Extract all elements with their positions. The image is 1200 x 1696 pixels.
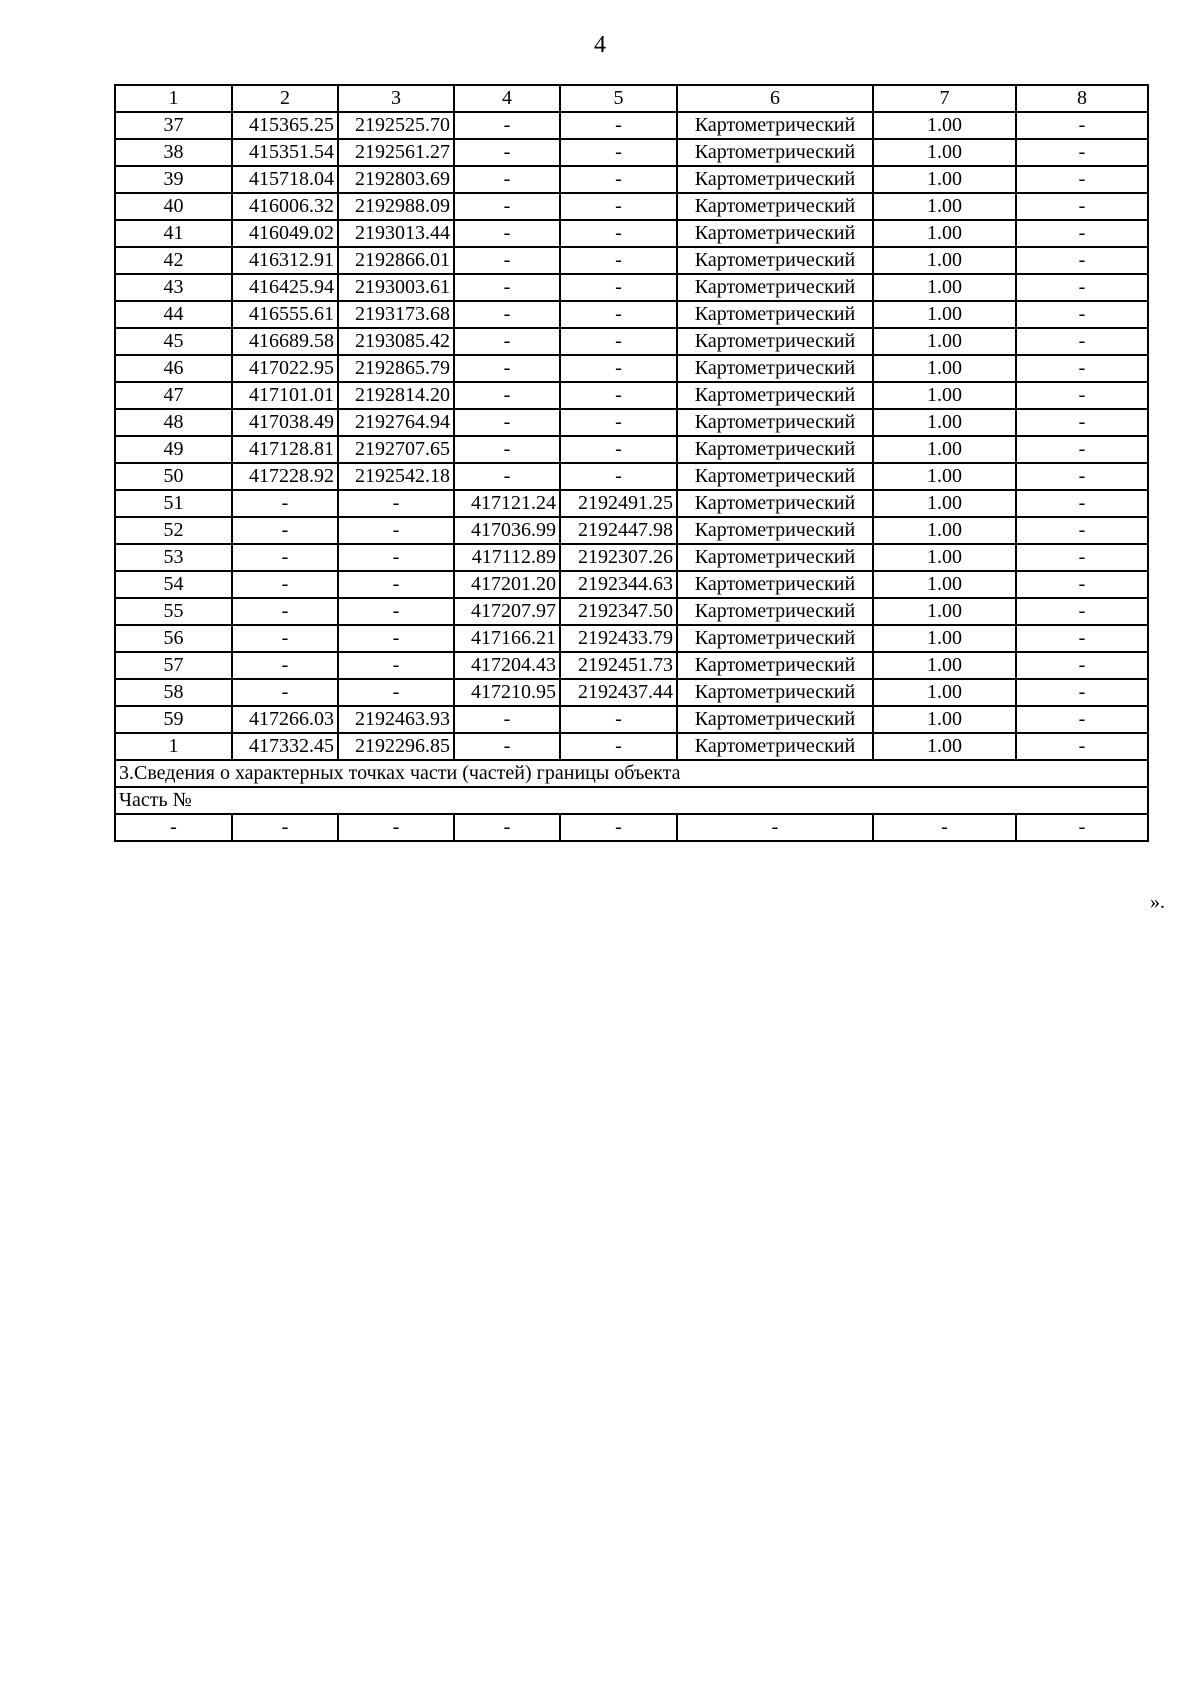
- table-cell-col-1: 44: [115, 301, 232, 328]
- table-cell-col-4: 417166.21: [454, 625, 560, 652]
- table-cell-col-6: Картометрический: [677, 139, 873, 166]
- section-title: 3.Сведения о характерных точках части (частей) границы объекта: [115, 760, 1148, 787]
- table-cell-col-1: 47: [115, 382, 232, 409]
- table-cell-col-1: 46: [115, 355, 232, 382]
- table-cell-col-7: 1.00: [873, 355, 1016, 382]
- table-cell-col-5: -: [560, 301, 677, 328]
- table-cell-col-5: -: [560, 382, 677, 409]
- table-cell-col-4: 417207.97: [454, 598, 560, 625]
- table-cell-col-5: -: [560, 733, 677, 760]
- table-cell-col-7: 1.00: [873, 166, 1016, 193]
- table-cell-col-6: Картометрический: [677, 328, 873, 355]
- table-cell-col-8: -: [1016, 652, 1148, 679]
- table-cell-col-4: -: [454, 274, 560, 301]
- table-cell-col-5: 2192447.98: [560, 517, 677, 544]
- table-row: [115, 733, 1148, 760]
- table-cell-col-3: 2192865.79: [338, 355, 454, 382]
- table-cell-col-2: 417266.03: [232, 706, 338, 733]
- table-row: [115, 706, 1148, 733]
- table-cell-col-5: -: [560, 814, 677, 841]
- table-cell-col-5: 2192433.79: [560, 625, 677, 652]
- table-cell-col-8: -: [1016, 571, 1148, 598]
- table-cell-col-4: 417112.89: [454, 544, 560, 571]
- table-row: [115, 247, 1148, 274]
- table-cell-col-4: 417210.95: [454, 679, 560, 706]
- table-cell-col-1: 51: [115, 490, 232, 517]
- table-cell-col-2: 417332.45: [232, 733, 338, 760]
- table-cell-col-6: Картометрический: [677, 112, 873, 139]
- table-cell-col-8: -: [1016, 679, 1148, 706]
- table-cell-col-1: 56: [115, 625, 232, 652]
- table-cell-col-8: 8: [1016, 85, 1148, 112]
- table-cell-col-7: 1.00: [873, 625, 1016, 652]
- table-row: [115, 355, 1148, 382]
- table-cell-col-1: 50: [115, 463, 232, 490]
- table-cell-col-2: 416425.94: [232, 274, 338, 301]
- table-cell-col-4: 417204.43: [454, 652, 560, 679]
- table-cell-col-7: 1.00: [873, 490, 1016, 517]
- table-cell-col-5: -: [560, 247, 677, 274]
- table-cell-col-7: 1.00: [873, 544, 1016, 571]
- table-row: [115, 328, 1148, 355]
- table-cell-col-7: 1.00: [873, 409, 1016, 436]
- table-cell-col-6: Картометрический: [677, 706, 873, 733]
- table-cell-col-6: Картометрический: [677, 166, 873, 193]
- table-cell-col-2: 416049.02: [232, 220, 338, 247]
- table-row: [115, 544, 1148, 571]
- table-cell-col-6: Картометрический: [677, 301, 873, 328]
- table-cell-col-5: 2192307.26: [560, 544, 677, 571]
- table-cell-col-3: 2192463.93: [338, 706, 454, 733]
- table-cell-col-8: -: [1016, 301, 1148, 328]
- table-row: [115, 166, 1148, 193]
- table-cell-col-3: -: [338, 490, 454, 517]
- table-row: [115, 409, 1148, 436]
- table-cell-col-3: 2193003.61: [338, 274, 454, 301]
- table-cell-col-1: 39: [115, 166, 232, 193]
- table-cell-col-6: Картометрический: [677, 652, 873, 679]
- table-cell-col-8: -: [1016, 517, 1148, 544]
- table-cell-col-7: 1.00: [873, 301, 1016, 328]
- table-cell-col-2: 417228.92: [232, 463, 338, 490]
- table-cell-col-6: Картометрический: [677, 409, 873, 436]
- table-cell-col-7: 1.00: [873, 247, 1016, 274]
- coordinates-table: [114, 84, 1149, 842]
- closing-quote: ».: [1150, 891, 1165, 913]
- table-cell-col-4: -: [454, 193, 560, 220]
- table-cell-col-5: 2192347.50: [560, 598, 677, 625]
- table-cell-col-4: -: [454, 355, 560, 382]
- table-row: [115, 652, 1148, 679]
- table-cell-col-6: Картометрический: [677, 220, 873, 247]
- empty-part-row: [115, 814, 1148, 841]
- table-cell-col-1: 57: [115, 652, 232, 679]
- table-cell-col-7: 1.00: [873, 274, 1016, 301]
- table-header-row: [115, 85, 1148, 112]
- table-cell-col-4: 4: [454, 85, 560, 112]
- table-cell-col-6: Картометрический: [677, 679, 873, 706]
- table-cell-col-2: -: [232, 652, 338, 679]
- table-cell-col-3: -: [338, 544, 454, 571]
- table-cell-col-6: Картометрический: [677, 733, 873, 760]
- table-cell-col-3: 2192764.94: [338, 409, 454, 436]
- table-cell-col-2: 417022.95: [232, 355, 338, 382]
- table-cell-col-1: 59: [115, 706, 232, 733]
- table-cell-col-3: 2192296.85: [338, 733, 454, 760]
- table-cell-col-8: -: [1016, 409, 1148, 436]
- table-row: [115, 112, 1148, 139]
- table-cell-col-2: -: [232, 625, 338, 652]
- table-cell-col-2: 416689.58: [232, 328, 338, 355]
- table-cell-col-3: 3: [338, 85, 454, 112]
- table-cell-col-1: 41: [115, 220, 232, 247]
- table-cell-col-1: 45: [115, 328, 232, 355]
- table-cell-col-1: 55: [115, 598, 232, 625]
- table-cell-col-3: 2192525.70: [338, 112, 454, 139]
- table-cell-col-3: -: [338, 814, 454, 841]
- table-cell-col-5: -: [560, 328, 677, 355]
- table-cell-col-3: 2193173.68: [338, 301, 454, 328]
- table-cell-col-7: 1.00: [873, 733, 1016, 760]
- table-cell-col-5: -: [560, 355, 677, 382]
- table-cell-col-6: Картометрический: [677, 517, 873, 544]
- table-cell-col-2: 417128.81: [232, 436, 338, 463]
- table-cell-col-1: 1: [115, 85, 232, 112]
- table-cell-col-4: 417201.20: [454, 571, 560, 598]
- table-cell-col-4: -: [454, 409, 560, 436]
- table-cell-col-8: -: [1016, 544, 1148, 571]
- table-cell-col-3: 2192707.65: [338, 436, 454, 463]
- table-cell-col-7: 1.00: [873, 436, 1016, 463]
- section-title-row: [115, 760, 1148, 787]
- table-cell-col-2: -: [232, 517, 338, 544]
- table-cell-col-1: 1: [115, 733, 232, 760]
- table-cell-col-7: 1.00: [873, 112, 1016, 139]
- table-cell-col-2: 417101.01: [232, 382, 338, 409]
- table-cell-col-4: -: [454, 301, 560, 328]
- table-row: [115, 274, 1148, 301]
- table-cell-col-8: -: [1016, 598, 1148, 625]
- table-cell-col-8: -: [1016, 220, 1148, 247]
- table-cell-col-8: -: [1016, 274, 1148, 301]
- table-cell-col-6: Картометрический: [677, 436, 873, 463]
- table-cell-col-1: 42: [115, 247, 232, 274]
- table-cell-col-4: -: [454, 463, 560, 490]
- table-cell-col-5: 2192437.44: [560, 679, 677, 706]
- table-cell-col-3: 2192803.69: [338, 166, 454, 193]
- table-cell-col-6: Картометрический: [677, 490, 873, 517]
- table-cell-col-5: -: [560, 166, 677, 193]
- table-cell-col-2: 415718.04: [232, 166, 338, 193]
- table-cell-col-3: -: [338, 571, 454, 598]
- table-cell-col-3: -: [338, 517, 454, 544]
- table-cell-col-8: -: [1016, 463, 1148, 490]
- table-cell-col-4: -: [454, 814, 560, 841]
- table-cell-col-8: -: [1016, 625, 1148, 652]
- table-row: [115, 679, 1148, 706]
- table-cell-col-4: -: [454, 382, 560, 409]
- table-cell-col-6: Картометрический: [677, 247, 873, 274]
- table-cell-col-1: 53: [115, 544, 232, 571]
- table-cell-col-4: -: [454, 436, 560, 463]
- part-label: Часть №: [115, 787, 1148, 814]
- table-row: [115, 598, 1148, 625]
- table-cell-col-4: -: [454, 247, 560, 274]
- table-cell-col-4: -: [454, 112, 560, 139]
- table-cell-col-1: 37: [115, 112, 232, 139]
- table-cell-col-8: -: [1016, 490, 1148, 517]
- table-cell-col-3: 2192814.20: [338, 382, 454, 409]
- table-cell-col-8: -: [1016, 193, 1148, 220]
- table-row: [115, 517, 1148, 544]
- table-cell-col-6: Картометрический: [677, 598, 873, 625]
- table-cell-col-2: 415351.54: [232, 139, 338, 166]
- table-cell-col-1: 38: [115, 139, 232, 166]
- table-cell-col-7: 1.00: [873, 706, 1016, 733]
- table-cell-col-7: 1.00: [873, 598, 1016, 625]
- table-cell-col-8: -: [1016, 166, 1148, 193]
- table-cell-col-4: -: [454, 706, 560, 733]
- table-cell-col-2: 416006.32: [232, 193, 338, 220]
- table-cell-col-7: -: [873, 814, 1016, 841]
- table-cell-col-5: -: [560, 139, 677, 166]
- table-cell-col-6: Картометрический: [677, 571, 873, 598]
- table-cell-col-2: -: [232, 814, 338, 841]
- table-cell-col-1: 40: [115, 193, 232, 220]
- table-cell-col-7: 1.00: [873, 517, 1016, 544]
- table-cell-col-2: 415365.25: [232, 112, 338, 139]
- table-cell-col-5: -: [560, 193, 677, 220]
- table-cell-col-5: -: [560, 409, 677, 436]
- table-cell-col-4: -: [454, 220, 560, 247]
- table-cell-col-6: Картометрический: [677, 544, 873, 571]
- table-row: [115, 193, 1148, 220]
- table-row: [115, 463, 1148, 490]
- table-cell-col-5: -: [560, 706, 677, 733]
- table-cell-col-2: -: [232, 679, 338, 706]
- table-cell-col-2: -: [232, 544, 338, 571]
- table-cell-col-1: 54: [115, 571, 232, 598]
- table-cell-col-5: 2192344.63: [560, 571, 677, 598]
- table-cell-col-5: 2192491.25: [560, 490, 677, 517]
- table-cell-col-4: -: [454, 328, 560, 355]
- table-cell-col-6: Картометрический: [677, 463, 873, 490]
- table-cell-col-7: 1.00: [873, 679, 1016, 706]
- table-cell-col-6: Картометрический: [677, 355, 873, 382]
- table-cell-col-5: -: [560, 274, 677, 301]
- table-cell-col-1: 43: [115, 274, 232, 301]
- table-cell-col-8: -: [1016, 733, 1148, 760]
- table-cell-col-3: -: [338, 598, 454, 625]
- table-row: [115, 571, 1148, 598]
- table-cell-col-4: 417121.24: [454, 490, 560, 517]
- table-cell-col-7: 1.00: [873, 193, 1016, 220]
- table-cell-col-3: 2192866.01: [338, 247, 454, 274]
- table-cell-col-6: Картометрический: [677, 193, 873, 220]
- table-cell-col-6: -: [677, 814, 873, 841]
- table-cell-col-3: 2193013.44: [338, 220, 454, 247]
- table-cell-col-5: 5: [560, 85, 677, 112]
- table-cell-col-1: 48: [115, 409, 232, 436]
- table-cell-col-5: -: [560, 112, 677, 139]
- table-cell-col-4: -: [454, 139, 560, 166]
- table-cell-col-5: -: [560, 436, 677, 463]
- table-cell-col-2: 2: [232, 85, 338, 112]
- table-cell-col-6: Картометрический: [677, 625, 873, 652]
- table-cell-col-2: -: [232, 571, 338, 598]
- coordinates-table-wrapper: [114, 84, 1147, 842]
- table-cell-col-8: -: [1016, 382, 1148, 409]
- table-cell-col-7: 1.00: [873, 571, 1016, 598]
- table-cell-col-8: -: [1016, 247, 1148, 274]
- table-cell-col-8: -: [1016, 814, 1148, 841]
- table-row: [115, 490, 1148, 517]
- part-label-row: [115, 787, 1148, 814]
- table-cell-col-6: Картометрический: [677, 382, 873, 409]
- table-cell-col-8: -: [1016, 328, 1148, 355]
- table-row: [115, 139, 1148, 166]
- table-cell-col-5: -: [560, 463, 677, 490]
- table-cell-col-3: 2192561.27: [338, 139, 454, 166]
- table-cell-col-4: -: [454, 166, 560, 193]
- table-cell-col-2: -: [232, 490, 338, 517]
- table-cell-col-3: -: [338, 625, 454, 652]
- table-cell-col-2: 416312.91: [232, 247, 338, 274]
- table-cell-col-7: 7: [873, 85, 1016, 112]
- table-cell-col-1: -: [115, 814, 232, 841]
- table-cell-col-7: 1.00: [873, 382, 1016, 409]
- table-cell-col-2: -: [232, 598, 338, 625]
- table-cell-col-3: 2192542.18: [338, 463, 454, 490]
- table-cell-col-1: 49: [115, 436, 232, 463]
- table-cell-col-3: -: [338, 652, 454, 679]
- table-cell-col-2: 416555.61: [232, 301, 338, 328]
- table-cell-col-3: 2192988.09: [338, 193, 454, 220]
- table-cell-col-8: -: [1016, 355, 1148, 382]
- page-number: 4: [594, 32, 606, 58]
- table-row: [115, 436, 1148, 463]
- table-cell-col-4: 417036.99: [454, 517, 560, 544]
- table-cell-col-7: 1.00: [873, 652, 1016, 679]
- table-cell-col-5: 2192451.73: [560, 652, 677, 679]
- table-row: [115, 625, 1148, 652]
- table-cell-col-8: -: [1016, 112, 1148, 139]
- table-cell-col-8: -: [1016, 706, 1148, 733]
- table-cell-col-5: -: [560, 220, 677, 247]
- table-cell-col-6: 6: [677, 85, 873, 112]
- table-cell-col-7: 1.00: [873, 220, 1016, 247]
- table-body: [115, 85, 1148, 841]
- table-cell-col-6: Картометрический: [677, 274, 873, 301]
- table-cell-col-3: -: [338, 679, 454, 706]
- table-row: [115, 301, 1148, 328]
- table-cell-col-3: 2193085.42: [338, 328, 454, 355]
- table-cell-col-1: 52: [115, 517, 232, 544]
- table-cell-col-1: 58: [115, 679, 232, 706]
- table-cell-col-8: -: [1016, 139, 1148, 166]
- table-cell-col-7: 1.00: [873, 139, 1016, 166]
- table-cell-col-8: -: [1016, 436, 1148, 463]
- table-row: [115, 382, 1148, 409]
- table-cell-col-4: -: [454, 733, 560, 760]
- table-row: [115, 220, 1148, 247]
- table-cell-col-7: 1.00: [873, 328, 1016, 355]
- table-cell-col-7: 1.00: [873, 463, 1016, 490]
- table-cell-col-2: 417038.49: [232, 409, 338, 436]
